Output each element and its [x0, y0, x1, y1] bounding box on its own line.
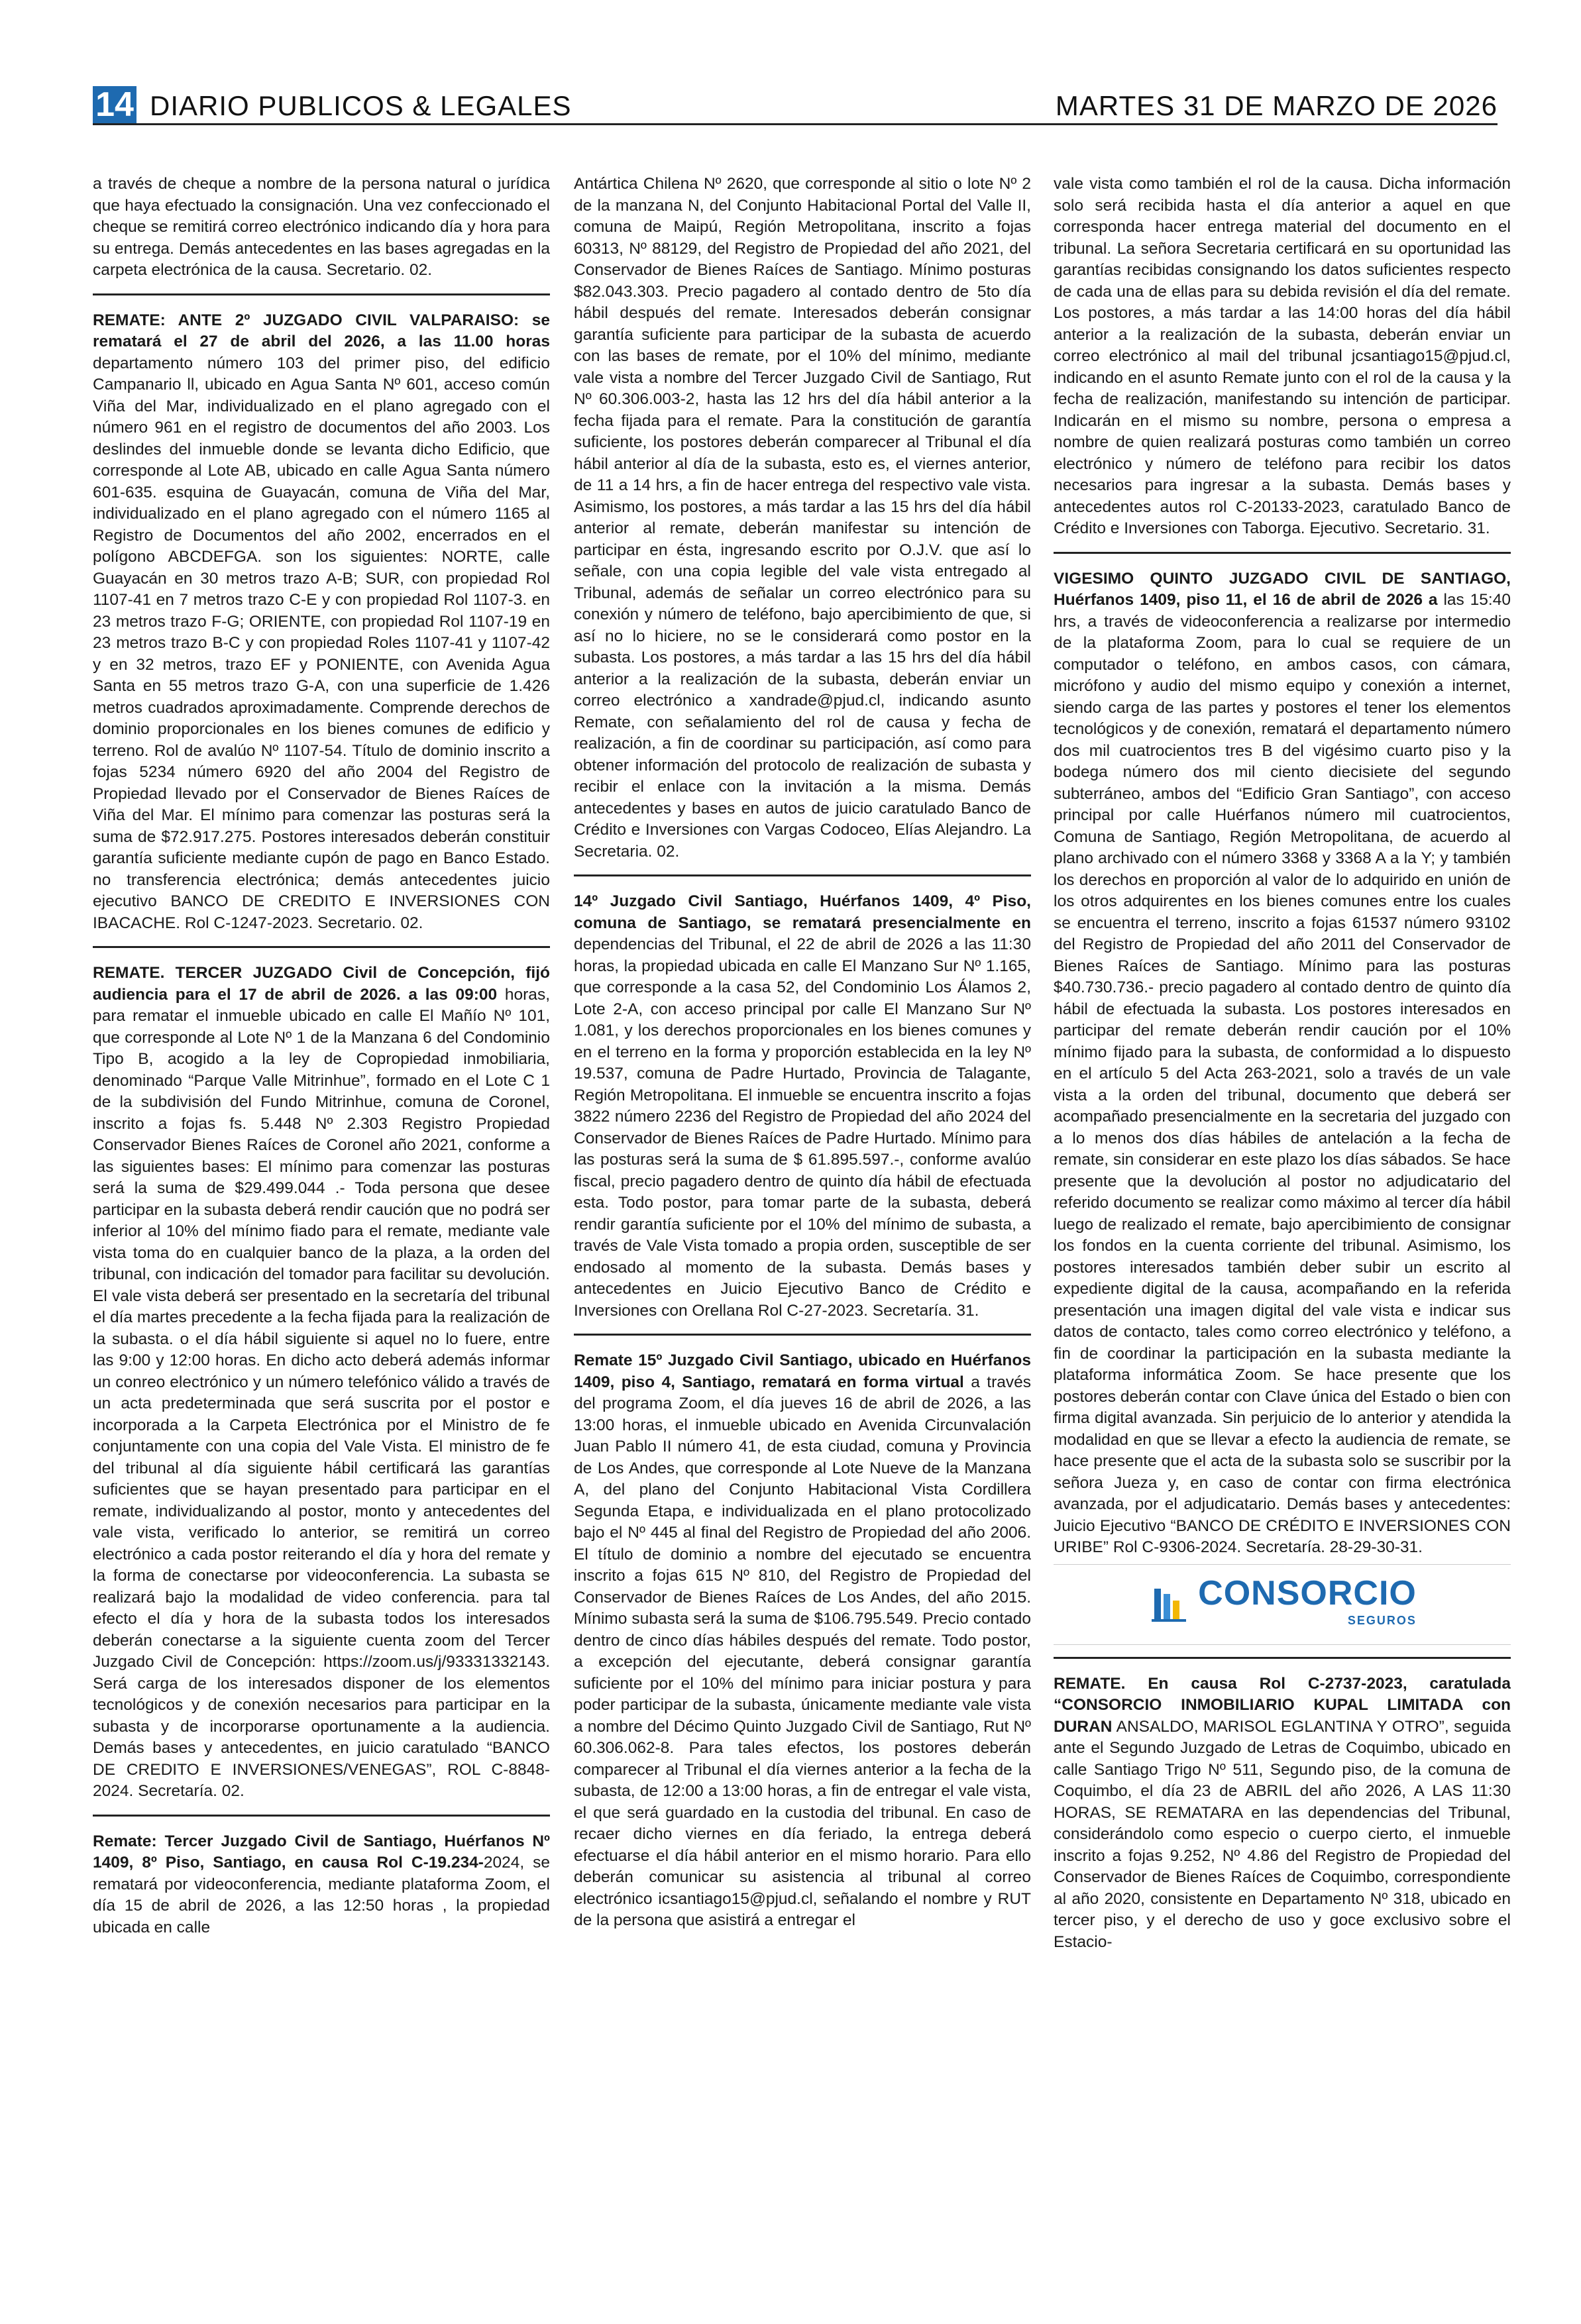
- page-number: 14: [93, 86, 136, 123]
- notice-separator: [1054, 1657, 1511, 1659]
- consorcio-icon: [1148, 1583, 1190, 1626]
- notice-heading: Remate 15º Juzgado Civil Santiago, ubicado en Huérfanos 1409, piso 4, Santiago, rematará en forma virtual: [574, 1351, 1031, 1391]
- notice-separator: [1054, 552, 1511, 554]
- publication-title: DIARIO PUBLICOS & LEGALES: [150, 90, 572, 121]
- notice-14-juzgado: [574, 891, 1031, 1322]
- notice-heading: REMATE. TERCER JUZGADO Civil de Concepción, fijó audiencia para el 17 de abril de 2026. a las 09:00: [93, 964, 550, 1004]
- column-3: [1054, 174, 1511, 2300]
- column-1: [93, 174, 550, 2300]
- notice-heading: REMATE: ANTE 2º JUZGADO CIVIL VALPARAISO: se rematará el 27 de abril del 2026, a las 11.00 horas: [93, 311, 550, 350]
- notice-heading: VIGESIMO QUINTO JUZGADO CIVIL DE SANTIAGO, Huérfanos 1409, piso 11, el 16 de abril de 2026 a: [1054, 569, 1511, 609]
- notice-tercer-santiago: [93, 1831, 550, 1939]
- notice-separator: [93, 293, 550, 295]
- notice-body: las 15:40 hrs, a través de videoconferencia a realizarse por intermedio de la plataforma Zoom, para lo cual se requiere de un computador o teléfono, en ambos casos, con cámara, micrófono y audio del mismo equipo y conexión a internet, siendo carga de las partes y postores el tener los elementos tecnológicos y de conexión, rematará el departamento número dos mil cuatrocientos tres B del vigésimo cuarto piso y la bodega número dos mil ciento diecisiete del segundo subterráneo, ambos del “Edificio Gran Santiago”, con acceso principal por calle Huérfanos número mil cuatrocientos, Comuna de Santiago, Región Metropolitana, de acuerdo al plano archivado con el número 3368 y 3368 A a la Y; y también los derechos en proporción al valor de lo adquirido en unión de los otros adquirentes en los bienes comunes entre los cuales se encuentra el terreno, inscrito a fojas 61537 número 93102 del Registro de Propiedad del año 2011 del Conservador de Bienes Raíces de Santiago. Mínimo para las posturas $40.730.736.- precio pagadero al contado dentro de quinto día hábil de efectuada la subasta. Los postores interesados en participar del remate deberán rendir caución por el 10% mínimo fijado para la subasta, de conformidad a lo dispuesto en el artículo 5 del Acta 263-2021, solo a través de un vale vista a la orden del tribunal, documento que deberá ser acompañado presencialmente en la secretaria del juzgado con a lo menos dos días hábiles de antelación a la fecha de remate, sin considerar en este plazo los días sábados. Se hace presente que la devolución al postor no adjudicatario del referido documento se realizar como máximo al tercer día hábil luego de realizado el remate, bajo apercibimiento de consignar los fondos en la cuenta corriente del tribunal. Asimismo, los postores interesados también deber subir un escrito al expediente digital de la causa, acompañando en la referida presentación una imagen digital del vale vista e indicar sus datos de contacto, tales como correo electrónico y teléfono, a fin de coordinar la participación en la subasta mediante la plataforma informática Zoom. Se hace presente que los postores deberán contar con Clave única del Estado o bien con firma digital avanzada. Sin perjuicio de lo anterior y atendida la modalidad en que se llevar a efecto la audiencia de remate, se hace presente que el acta de la subasta solo se suscribir por la señora Jueza y, en caso de contar con firma electrónica avanzada, por el adjudicatario. Demás bases y antecedentes: Juicio Ejecutivo “BANCO DE CRÉDITO E INVERSIONES CON URIBE” Rol C-9306-2024. Secretaría. 28-29-30-31.: [1054, 591, 1511, 1556]
- notice-body: a través del programa Zoom, el día jueves 16 de abril de 2026, a las 13:00 horas, el inmueble ubicado en Avenida Circunvalación Juan Pablo II número 41, de esta ciudad, comuna y Provincia de Los Andes, que corresponde al Lote Nueve de la Manzana A, del plano del Conjunto Habitacional Vista Cordillera Segunda Etapa, e individualizada en el plano protocolizado bajo el Nº 445 al final del Registro de Propiedad del año 2006. El título de dominio a nombre del ejecutado se encuentra inscrito a fojas 615 Nº 810, del Registro de Propiedad del Conservador de Bienes Raíces de Los Andes, del año 2015. Mínimo subasta será la suma de $106.795.549. Precio contado dentro de cinco días hábiles después del remate. Todo postor, a excepción del ejecutante, deberá consignar garantía suficiente por el 10% del mínimo para iniciar postura y para poder participar de la subasta, únicamente mediante vale vista a nombre del Décimo Quinto Juzgado Civil de Santiago, Rut Nº 60.306.062-8. Para tales efectos, los postores deberán comparecer al Tribunal el día viernes anterior a la fecha de la subasta, de 12:00 a 13:00 horas, a fin de entregar el vale vista, el que será guardado en la custodia del tribunal. En caso de recaer dicho viernes en día feriado, la entrega deberá efectuarse el día hábil anterior en el mismo horario. Para ello deberán comunicar su asistencia al tribunal al correo electrónico icsantiago15@pjud.cl, señalando el nombre y RUT de la persona que asistirá a entregar el: [574, 1373, 1031, 1929]
- notice-heading: 14º Juzgado Civil Santiago, Huérfanos 1409, 4º Piso, comuna de Santiago, se rematará presencialmente en: [574, 892, 1031, 932]
- consorcio-seguros-logo: [1054, 1564, 1511, 1645]
- notice-25-juzgado: [1054, 568, 1511, 1559]
- notice-valparaiso: [93, 310, 550, 935]
- notice-body: dependencias del Tribunal, el 22 de abril de 2026 a las 11:30 horas, la propiedad ubicada en calle El Manzano Sur Nº 1.165, que corresponde a la casa 52, del Condominio Los Álamos 2, Lote 2-A, con acceso principal por calle El Manzano Sur Nº 1.081, y los derechos proporcionales en los bienes comunes y en el terreno en la forma y proporción establecida en la ley Nº 19.537, comuna de Padre Hurtado, Provincia de Talagante, Región Metropolitana. El inmueble se encuentra inscrito a fojas 3822 número 2236 del Registro de Propiedad del año 2024 del Conservador de Bienes Raíces de Padre Hurtado. Mínimo para las posturas será la suma de $ 61.895.597.-, conforme avalúo fiscal, precio pagadero dentro de quinto día hábil de efectuada esta. Todo postor, para tomar parte de la subasta, deberá rendir garantía suficiente por el 10% del mínimo de subasta, a través de Vale Vista tomado a propia orden, susceptible de ser endosado al momento de la subasta. Demás bases y antecedentes en Juicio Ejecutivo Banco de Crédito e Inversiones con Orellana Rol C-27-2023. Secretaría. 31.: [574, 935, 1031, 1320]
- notice-separator: [574, 1334, 1031, 1336]
- notice-heading: Remate: Tercer Juzgado Civil de Santiago, Huérfanos Nº 1409, 8º Piso, Santiago, en causa Rol C-19.234-: [93, 1832, 550, 1872]
- notice-concepcion: [93, 963, 550, 1803]
- publication-date: MARTES 31 DE MARZO DE 2026: [1055, 90, 1498, 121]
- column-2: [574, 174, 1031, 2300]
- notice-coquimbo: [1054, 1673, 1511, 1954]
- notice-body: 2024, se rematará por videoconferencia, mediante plataforma Zoom, el día 15 de abril de 2026, a las 12:50 horas , la propiedad ubicada en calle: [93, 1854, 550, 1936]
- notice-continuation: [574, 174, 1031, 863]
- page-header: [93, 86, 1498, 125]
- logo-subtitle: SEGUROS: [1347, 1614, 1417, 1628]
- notice-body: horas, para rematar el inmueble ubicado en calle El Mañío Nº 101, que corresponde al Lote Nº 1 de la Manzana 6 del Condominio Tipo B, acogido a la ley de Copropiedad inmobiliaria, denominado “Parque Valle Mitrinhue”, formado en el Lote C 1 de la subdivisión del Fundo Mitrinhue, comuna de Coronel, inscrito a fojas fs. 5.448 Nº 2.303 Registro Propiedad Conservador Bienes Raíces de Coronel año 2021, conforme a las siguientes bases: El mínimo para comenzar las posturas será la suma de $29.499.044 .- Toda persona que desee participar en la subasta deberá rendir caución que no podrá ser inferior al 10% del mínimo fiado para el remate, mediante vale vista toma do en cualquier banco de la plaza, a la orden del tribunal, con indicación del tomador para facilitar su devolución. El vale vista deberá ser presentado en la secretaría del tribunal el día martes precedente a la fecha fijada para la realización de la subasta. o el día hábil siguiente si aquel no lo fuere, entre las 9:00 y 12:00 horas. En dicho acto deberá además informar un conreo electrónico y un número telefónico válido a través de un acta predeterminada que será suscrita por el postor e incorporada a la Carpeta Electrónica por el Ministro de fe conjuntamente con una copia del Vale Vista. El ministro de fe del tribunal al día siguiente hábil certificará las garantías suficientes que se hayan presentado para participar en el remate, individualizando al postor, monto y antecedentes del vale vista, verificado lo anterior, se remitirá un correo electrónico a cada postor reiterando el día y hora del remate y la forma de conectarse por videoconferencia. La subasta se realizará bajo la modalidad de video conferencia. para tal efecto el día y hora de la subasta todos los interesados deberán conectarse a la siguiente cuenta zoom del Tercer Juzgado Civil de Concepción: https://zoom.us/j/93331332143. Será carga de los interesados disponer de los elementos tecnológicos y de conexión necesarios para participar en la subasta y de incorporarse oportunamente a la audiencia. Demás bases y antecedentes, en juicio caratulado “BANCO DE CREDITO E INVERSIONES/VENEGAS”, ROL C-8848-2024. Secretaría. 02.: [93, 985, 550, 1800]
- notice-body: vale vista como también el rol de la causa. Dicha información solo será recibida hasta el día anterior a aquel en que corresponda hacer entrega material del documento en el tribunal. La señora Secretaria certificará en su oportunidad las garantías recibidas consignando los datos suficientes respecto de cada una de ellas para su debida revisión el día del remate. Los postores, a más tardar a las 14:00 horas del día hábil anterior a la realización de la subasta, deberán enviar un correo electrónico al mail del tribunal jcsantiago15@pjud.cl, indicando en el asunto Remate junto con el rol de la causa y la fecha de realización, manifestando su intención de participar. Indicarán en el mismo su nombre, persona o empresa a nombre de quien realizará posturas como también un correo electrónico y número de teléfono para recibir los datos necesarios para ingresar a la subasta. Demás bases y antecedentes autos rol C-20133-2023, caratulado Banco de Crédito e Inversiones con Taborga. Ejecutivo. Secretario. 31.: [1054, 175, 1511, 537]
- notice-body: Antártica Chilena Nº 2620, que corresponde al sitio o lote Nº 2 de la manzana N, del Conjunto Habitacional Portal del Valle II, comuna de Maipú, Región Metropolitana, inscrito a fojas 60313, Nº 88129, del Registro de Propiedad del año 2021, del Conservador de Bienes Raíces de Santiago. Mínimo posturas $82.043.303. Precio pagadero al contado dentro de 5to día hábil después del remate. Interesados deberán consignar garantía suficiente para participar de la subasta de acuerdo con las bases de remate, por el 10% del mínimo, mediante vale vista a nombre del Tercer Juzgado Civil de Santiago, Rut Nº 60.306.003-2, hasta las 12 hrs del día hábil anterior a la fecha fijada para el remate. Para la constitución de garantía suficiente, los postores deberán comparecer al Tribunal el día hábil anterior al día de la subasta, esto es, el viernes anterior, de 11 a 14 hrs, a fin de hacer entrega del respectivo vale vista. Asimismo, los postores, a más tardar a las 15 hrs del día hábil anterior al remate, deberán manifestar su intención de participar en ésta, ingresando escrito por O.J.V. que así lo señale, con una copia legible del vale vista entregado al Tribunal, además de señalar un correo electrónico para su conexión y número de teléfono, bajo apercibimiento de que, si así no lo hiciere, no se le considerará como postor en la subasta. Los postores, a más tardar a las 15 hrs del día hábil anterior a la realización de la subasta, deberán enviar un correo electrónico a xandrade@pjud.cl, indicando asunto Remate, con señalamiento del rol de causa y fecha de realización, a fin de coordinar su participación, así como para obtener información del protocolo de realización de subasta y recibir el enlace con la invitación a la misma. Demás antecedentes y bases en autos de juicio caratulado Banco de Crédito e Inversiones con Vargas Codoceo, Elías Alejandro. La Secretaria. 02.: [574, 175, 1031, 861]
- notice-continuation: [93, 174, 550, 282]
- notice-body: ANSALDO, MARISOL EGLANTINA Y OTRO”, seguida ante el Segundo Juzgado de Letras de Coquimbo, ubicado en calle Santiago Trigo Nº 511, Segundo piso, de la comuna de Coquimbo, el día 23 de ABRIL del año 2026, A LAS 11:30 HORAS, SE REMATARA en las dependencias del Tribunal, considerándolo como especio o cuerpo cierto, el inmueble inscrito a fojas 9.252, Nº 4.86 del Registro de Propiedad del Conservador de Bienes Raíces de Coquimbo, correspondiente al año 2020, consistente en Departamento Nº 318, ubicado en tercer piso, y el derecho de uso y goce exclusivo sobre el Estacio-: [1054, 1717, 1511, 1951]
- notice-separator: [93, 1815, 550, 1817]
- logo-wordmark: [1198, 1574, 1417, 1632]
- notice-body: a través de cheque a nombre de la persona natural o jurídica que haya efectuado la consignación. Una vez confeccionado el cheque se remitirá correo electrónico indicando día y hora para su entrega. Demás antecedentes en las bases agregadas en la carpeta electrónica de la causa. Secretario. 02.: [93, 175, 550, 279]
- notice-continuation: [1054, 174, 1511, 540]
- notice-separator: [93, 946, 550, 948]
- notice-heading: REMATE. En causa Rol C-2737-2023, caratulada “CONSORCIO INMOBILIARIO KUPAL LIMITADA con DURAN: [1054, 1674, 1511, 1736]
- notice-15-juzgado: [574, 1350, 1031, 1932]
- notice-body: departamento número 103 del primer piso, del edificio Campanario ll, ubicado en Agua Santa Nº 601, acceso común Viña del Mar, individualizado en el plano agregado con el número 961 en el registro de documentos del año 2003. Los deslindes del inmueble donde se levanta dicho Edificio, que corresponde al Lote AB, ubicado en calle Agua Santa número 601-635. esquina de Guayacán, comuna de Viña del Mar, individualizado en el plano agregado con el número 1165 al Registro de Documentos del año 2002, encerrados en el polígono ABCDEFGA. son los siguientes: NORTE, calle Guayacán en 30 metros trazo A-B; SUR, con propiedad Rol 1107-41 en 7 metros trazo C-E y con propiedad Rol 1107-3. en 23 metros trazo F-G; ORIENTE, con propiedad Rol 1107-19 en 23 metros trazo B-C y con propiedad Roles 1107-41 y 1107-42 y en 32 metros, trazo EF y PONIENTE, con Avenida Agua Santa en 55 metros trazo G-A, con una superficie de 1.426 metros cuadrados aproximadamente. Comprende derechos de dominio proporcionales en los bienes comunes de edificio y terreno. Rol de avalúo Nº 1107-54. Título de dominio inscrito a fojas 5234 número 6920 del año 2004 del Registro de Propiedad llevado por el Conservador de Bienes Raíces de Viña del Mar. El mínimo para comenzar las posturas será la suma de $72.917.275. Postores interesados deberán constituir garantía suficiente mediante cupón de pago en Banco Estado. no transferencia electrónica; demás antecedentes juicio ejecutivo BANCO DE CREDITO E INVERSIONES CON IBACACHE. Rol C-1247-2023. Secretario. 02.: [93, 354, 550, 932]
- notice-separator: [574, 874, 1031, 876]
- logo-name: CONSORCIO: [1198, 1574, 1417, 1613]
